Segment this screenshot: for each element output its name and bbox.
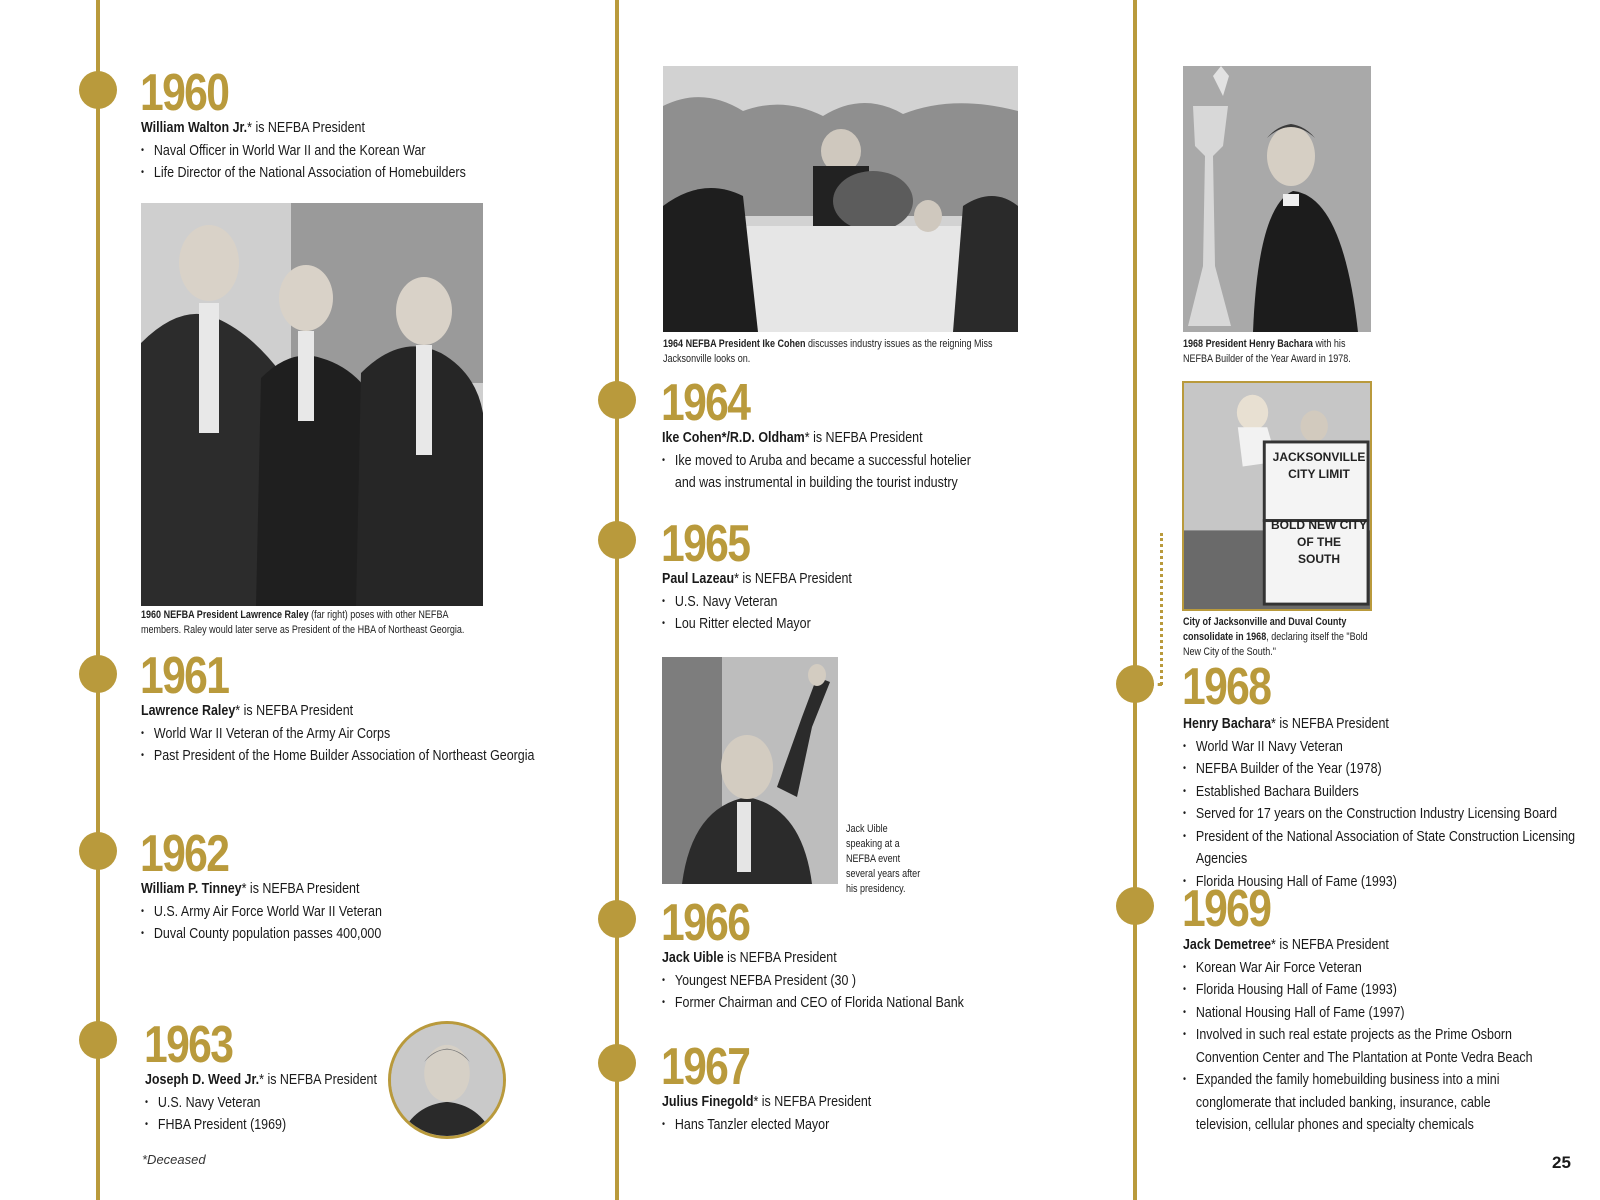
year-heading-1969: 1969 [1182,880,1271,938]
timeline-dot-1961 [79,655,117,693]
list-item: • Life Director of the National Association of Homebuilders [141,162,502,185]
list-item: • FHBA President (1969) [145,1114,403,1137]
year-heading-1963: 1963 [144,1016,233,1074]
entry-1960 [141,117,502,185]
list-item: • Youngest NEFBA President (30 ) [662,970,989,993]
entry-1966 [662,947,989,1015]
list-item: • Past President of the Home Builder Association of Northeast Georgia [141,745,537,768]
list-item: • Naval Officer in World War II and the Korean War [141,140,502,163]
photo-uible-speaking [662,657,838,884]
caption-text: , declaring itself the "Bold New City of the South." [1183,631,1368,658]
entry-1961 [141,700,537,768]
sign-text [1266,449,1372,568]
bullet-list [1183,957,1544,1137]
bullet-list [662,450,993,495]
photo-jacksonville-sign [1182,381,1372,611]
caption-bold: 1968 President Henry Bachara [1183,338,1313,350]
bullet-list [145,1092,403,1137]
list-item: • U.S. Navy Veteran [662,591,989,614]
photo-raley-group [141,203,483,606]
timeline-dot-1965 [598,521,636,559]
sign-line: JACKSONVILLE [1272,450,1366,464]
entry-1963 [145,1069,403,1137]
list-item: • U.S. Army Air Force World War II Veteran [141,901,502,924]
sign-line: BOLD NEW CITY [1271,518,1367,532]
list-item: • Served for 17 years on the Construction Industry Licensing Board [1183,803,1587,826]
list-item: • World War II Veteran of the Army Air Corps [141,723,537,746]
bullet-list [662,591,989,636]
bullet-list [662,970,989,1015]
year-heading-1965: 1965 [661,515,750,573]
caption-text: discusses industry issues as the reigning Miss Jacksonville looks on. [663,338,993,365]
timeline-line-middle [615,0,619,1200]
bullet-list [1183,736,1587,894]
list-item: • Expanded the family homebuilding business into a mini conglomerate that included banking, insurance, cable television, cellular phones and specialty chemicals [1183,1069,1544,1137]
president-name: William P. Tinney [141,881,242,897]
entry-1969 [1183,934,1544,1137]
president-name: William Walton Jr. [141,120,248,136]
president-name: Lawrence Raley [141,703,236,719]
president-suffix: * is NEFBA President [1271,937,1389,953]
caption-bold: 1964 NEFBA President Ike Cohen [663,338,806,350]
bullet-list [662,1114,989,1137]
timeline-line-right [1133,0,1137,1200]
president-suffix: * is NEFBA President [247,120,365,136]
photo-bachara-trophy [1183,66,1371,332]
photo-cohen-banquet [663,66,1018,332]
entry-1968 [1183,713,1587,893]
list-item: • Ike moved to Aruba and became a successful hotelier and was instrumental in building the tourist industry [662,450,993,495]
timeline-dot-1967 [598,1044,636,1082]
list-item: • Lou Ritter elected Mayor [662,613,989,636]
list-item: • Florida Housing Hall of Fame (1993) [1183,871,1587,894]
list-item: • Florida Housing Hall of Fame (1993) [1183,979,1544,1002]
caption-cohen [663,337,1016,367]
timeline-dot-1966 [598,900,636,938]
entry-1962 [141,878,502,946]
list-item: • Established Bachara Builders [1183,781,1587,804]
portrait-weed [388,1021,506,1139]
list-item: • NEFBA Builder of the Year (1978) [1183,758,1587,781]
year-heading-1967: 1967 [661,1038,750,1096]
caption-text: with his NEFBA Builder of the Year Award in 1978. [1183,338,1351,365]
timeline-dot-1968 [1116,665,1154,703]
president-suffix: * is NEFBA President [734,571,852,587]
president-suffix: * is NEFBA President [804,430,923,446]
list-item: • Korean War Air Force Veteran [1183,957,1544,980]
list-item: • Hans Tanzler elected Mayor [662,1114,989,1137]
bullet-list [141,901,502,946]
president-suffix: * is NEFBA President [235,703,354,719]
caption-bachara [1183,337,1372,367]
caption-raley [141,608,485,638]
caption-bold: City of Jacksonville and Duval County consolidate in 1968 [1183,616,1347,643]
entry-1967 [662,1091,989,1136]
entry-1965 [662,568,989,636]
year-heading-1964: 1964 [661,374,750,432]
caption-uible: Jack Uible speaking at a NEFBA event several years after his presidency. [846,823,921,895]
deceased-note: *Deceased [142,1152,206,1167]
president-suffix: * is NEFBA President [1271,716,1389,732]
list-item: • President of the National Association of State Construction Licensing Agencies [1183,826,1587,871]
list-item: • World War II Navy Veteran [1183,736,1587,759]
timeline-dot-1969 [1116,887,1154,925]
bullet-list [141,140,502,185]
caption-jacksonville [1183,615,1388,660]
sign-line: OF THE [1297,535,1341,549]
sign-line: CITY LIMIT [1288,467,1350,481]
sign-line: SOUTH [1298,552,1340,566]
caption-bold: 1960 NEFBA President Lawrence Raley [141,609,309,621]
page-number: 25 [1552,1153,1571,1172]
timeline-dot-1962 [79,832,117,870]
list-item: • Duval County population passes 400,000 [141,923,502,946]
year-heading-1966: 1966 [661,894,750,952]
president-name: Jack Uible [662,950,724,966]
president-name: Ike Cohen*/R.D. Oldham [662,430,805,446]
year-heading-1962: 1962 [140,825,229,883]
list-item: • U.S. Navy Veteran [145,1092,403,1115]
president-suffix: is NEFBA President [723,950,837,966]
caption-text: (far right) poses with other NEFBA members. Raley would later serve as President of the HBA of Northeast Georgia. [141,609,465,636]
year-heading-1968: 1968 [1182,658,1271,716]
president-suffix: * is NEFBA President [259,1072,377,1088]
president-name: Jack Demetree [1183,937,1272,953]
president-name: Henry Bachara [1183,716,1272,732]
year-heading-1960: 1960 [140,64,229,122]
bullet-list [141,723,537,768]
president-name: Julius Finegold [662,1094,754,1110]
dotted-connector-tick [1150,683,1162,686]
president-name: Paul Lazeau [662,571,735,587]
timeline-line-left [96,0,100,1200]
entry-1964 [662,427,993,495]
list-item: • National Housing Hall of Fame (1997) [1183,1002,1544,1025]
dotted-connector [1160,533,1163,685]
timeline-dot-1960 [79,71,117,109]
timeline-dot-1964 [598,381,636,419]
list-item: • Former Chairman and CEO of Florida National Bank [662,992,989,1015]
timeline-dot-1963 [79,1021,117,1059]
president-suffix: * is NEFBA President [753,1094,872,1110]
list-item: • Involved in such real estate projects as the Prime Osborn Convention Center and The Plantation at Ponte Vedra Beach [1183,1024,1544,1069]
president-suffix: * is NEFBA President [241,881,360,897]
year-heading-1961: 1961 [140,647,229,705]
president-name: Joseph D. Weed Jr. [145,1072,260,1088]
